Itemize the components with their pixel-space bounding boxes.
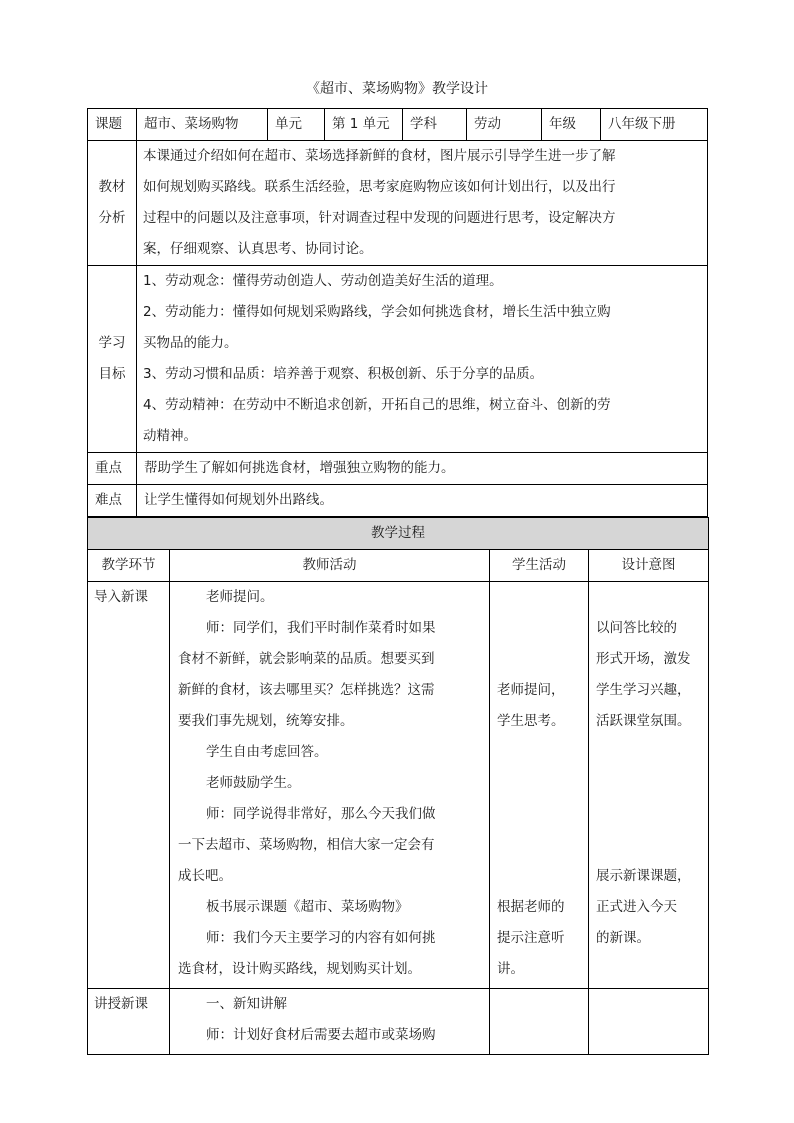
analysis-label-line: 教材 — [98, 179, 126, 195]
teacher-line: 选食材，设计购买路线，规划购买计划。 — [178, 961, 421, 977]
subject-value: 劳动 — [467, 109, 542, 141]
student-activity-intro — [490, 582, 589, 989]
analysis-line: 过程中的问题以及注意事项，针对调查过程中发现的问题进行思考，设定解决方 — [143, 210, 616, 226]
process-section-title: 教学过程 — [88, 518, 709, 550]
goal-line: 1、劳动观念：懂得劳动创造人、劳动创造美好生活的道理。 — [143, 273, 503, 289]
unit-value: 第 1 单元 — [325, 109, 403, 141]
unit-label: 单元 — [268, 109, 325, 141]
analysis-label-line: 分析 — [98, 210, 126, 226]
intent-line: 以问答比较的 — [596, 620, 677, 636]
analysis-text — [137, 141, 708, 266]
topic-value: 超市、菜场购物 — [137, 109, 268, 141]
teacher-line: 学生自由考虑回答。 — [206, 744, 328, 760]
teacher-line: 板书展示课题《超市、菜场购物》 — [206, 899, 409, 915]
student-activity-lecture — [490, 989, 589, 1055]
intent-line: 正式进入今天 — [596, 899, 677, 915]
key-point-value: 帮助学生了解如何挑选食材，增强独立购物的能力。 — [137, 453, 708, 485]
stage-lecture: 讲授新课 — [88, 989, 170, 1055]
teacher-line: 食材不新鲜，就会影响菜的品质。想要买到 — [178, 651, 435, 667]
analysis-label — [88, 141, 137, 266]
goal-line: 2、劳动能力：懂得如何规划采购路线，学会如何挑选食材，增长生活中独立购 — [143, 304, 611, 320]
teacher-line: 一下去超市、菜场购物，相信大家一定会有 — [178, 837, 435, 853]
course-info-table — [87, 108, 708, 517]
teacher-line: 成长吧。 — [178, 868, 232, 884]
header-intent: 设计意图 — [589, 550, 709, 582]
analysis-line: 本课通过介绍如何在超市、菜场选择新鲜的食材，图片展示引导学生进一步了解 — [143, 148, 616, 164]
grade-label: 年级 — [542, 109, 601, 141]
student-line: 讲。 — [497, 961, 524, 977]
intent-line: 的新课。 — [596, 930, 650, 946]
header-student: 学生活动 — [490, 550, 589, 582]
goals-label-line: 学习 — [98, 335, 126, 351]
student-line: 学生思考。 — [497, 713, 565, 729]
analysis-line: 如何规划购买路线。联系生活经验，思考家庭购物应该如何计划出行，以及出行 — [143, 179, 616, 195]
goal-line: 动精神。 — [143, 428, 197, 444]
difficulty-value: 让学生懂得如何规划外出路线。 — [137, 485, 708, 517]
teacher-line: 要我们事先规划，统筹安排。 — [178, 713, 354, 729]
teacher-line: 老师提问。 — [206, 589, 274, 605]
design-intent-intro — [589, 582, 709, 989]
teacher-line: 师：同学说得非常好，那么今天我们做 — [206, 806, 436, 822]
intent-line: 活跃课堂氛围。 — [596, 713, 691, 729]
goal-line: 4、劳动精神：在劳动中不断追求创新，开拓自己的思维，树立奋斗、创新的劳 — [143, 397, 611, 413]
goal-line: 3、劳动习惯和品质：培养善于观察、积极创新、乐于分享的品质。 — [143, 366, 544, 382]
stage-intro: 导入新课 — [88, 582, 170, 989]
teacher-line: 师：计划好食材后需要去超市或菜场购 — [206, 1027, 436, 1043]
header-teacher: 教师活动 — [170, 550, 490, 582]
teacher-activity-intro — [170, 582, 490, 989]
teacher-line: 新鲜的食材，该去哪里买？怎样挑选？这需 — [178, 682, 435, 698]
key-point-label: 重点 — [88, 453, 137, 485]
teacher-line: 一、新知讲解 — [206, 996, 287, 1012]
intent-line: 学生学习兴趣， — [596, 682, 691, 698]
intent-line: 形式开场，激发 — [596, 651, 691, 667]
teacher-line: 师：同学们，我们平时制作菜肴时如果 — [206, 620, 436, 636]
difficulty-label: 难点 — [88, 485, 137, 517]
analysis-line: 案，仔细观察、认真思考、协同讨论。 — [143, 241, 373, 257]
design-intent-lecture — [589, 989, 709, 1055]
grade-value: 八年级下册 — [601, 109, 708, 141]
teacher-line: 老师鼓励学生。 — [206, 775, 301, 791]
page-title: 《超市、菜场购物》教学设计 — [306, 81, 488, 97]
subject-label: 学科 — [403, 109, 467, 141]
student-line: 提示注意听 — [497, 930, 565, 946]
header-stage: 教学环节 — [88, 550, 170, 582]
intent-line: 展示新课课题， — [596, 868, 691, 884]
goals-label — [88, 266, 137, 453]
goals-label-line: 目标 — [98, 366, 126, 382]
teacher-line: 师：我们今天主要学习的内容有如何挑 — [206, 930, 436, 946]
topic-label: 课题 — [88, 109, 137, 141]
goals-text — [137, 266, 708, 453]
teaching-process-table — [87, 517, 709, 1055]
student-line: 老师提问， — [497, 682, 565, 698]
teacher-activity-lecture — [170, 989, 490, 1055]
student-line: 根据老师的 — [497, 899, 565, 915]
goal-line: 买物品的能力。 — [143, 335, 238, 351]
